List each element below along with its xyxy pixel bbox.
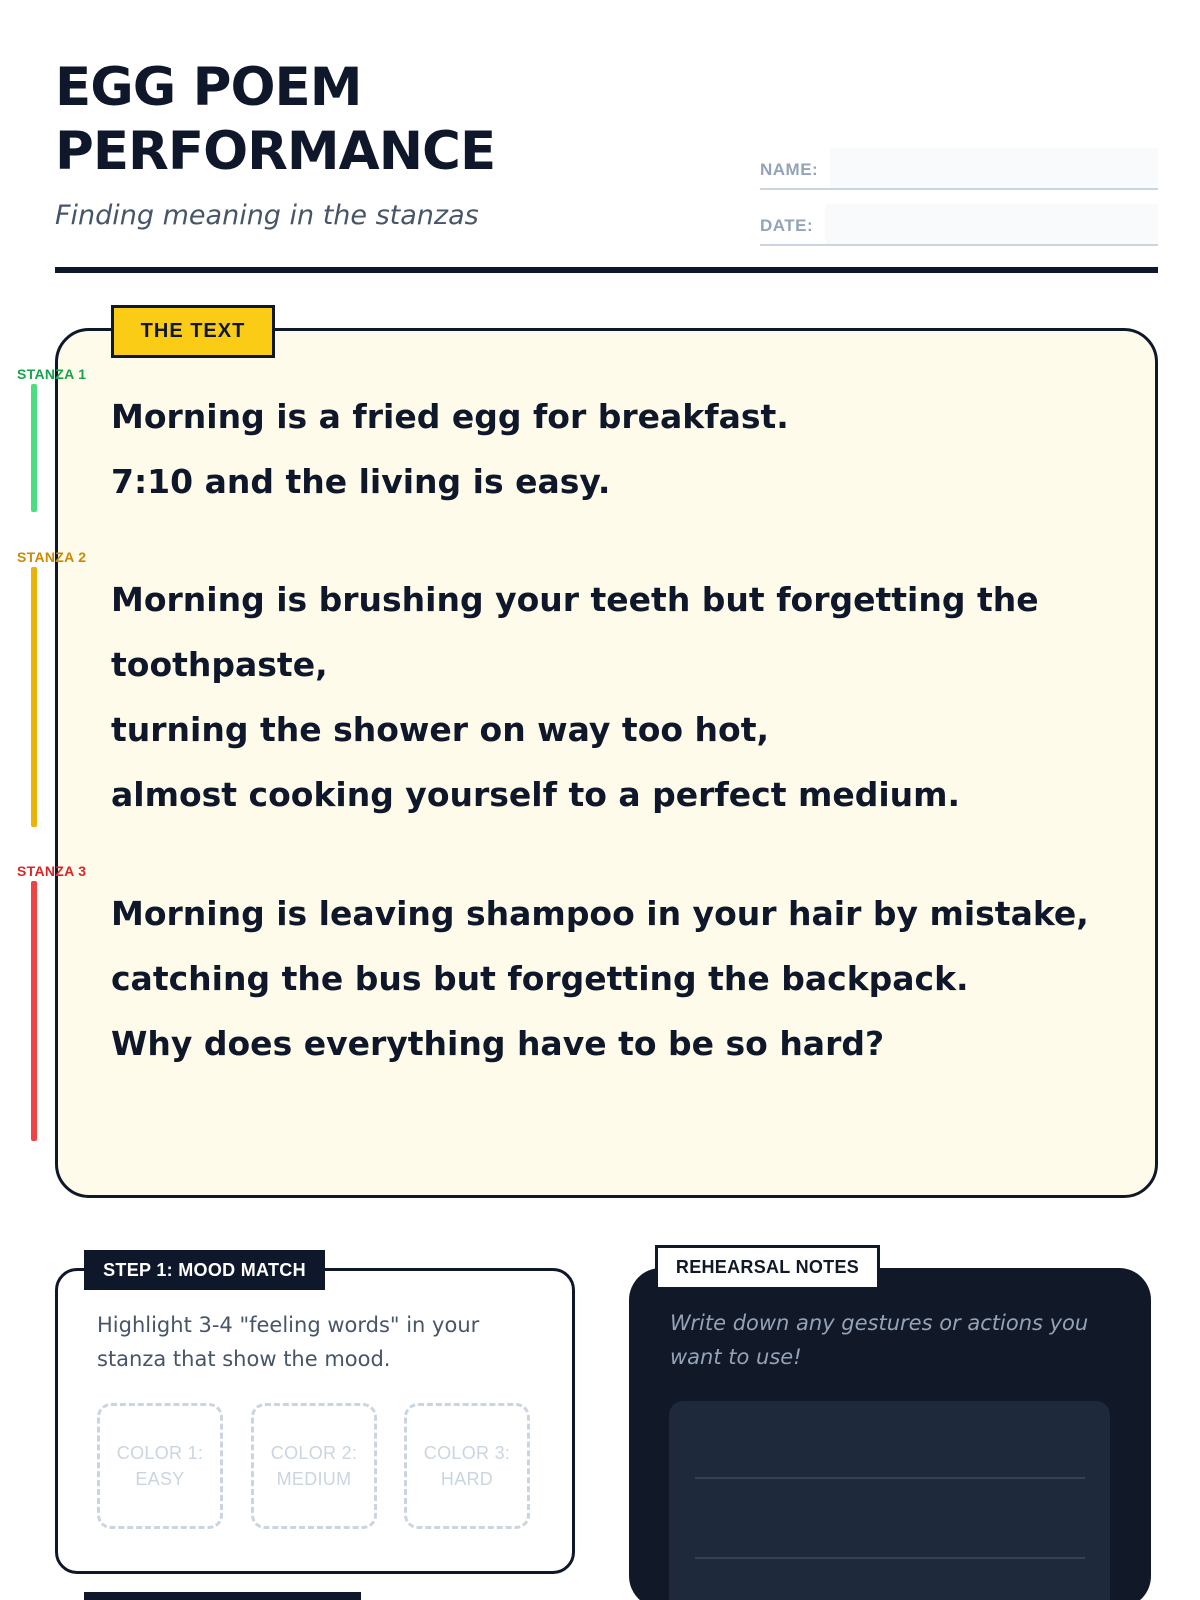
date-label: DATE: bbox=[760, 216, 814, 235]
date-row bbox=[760, 202, 1158, 246]
stanza-1-label: STANZA 1 bbox=[17, 366, 87, 382]
rehearsal-notes-area[interactable] bbox=[669, 1401, 1110, 1600]
mood-match-tab: STEP 1: MOOD MATCH bbox=[84, 1250, 325, 1290]
page-subtitle: Finding meaning in the stanzas bbox=[55, 200, 479, 231]
stanza-2 bbox=[111, 567, 1121, 827]
poem-line: 7:10 and the living is easy. bbox=[111, 462, 611, 501]
date-field[interactable] bbox=[825, 204, 1158, 244]
title-line-1: EGG POEM bbox=[55, 57, 362, 118]
poem-line: Morning is brushing your teeth but forgetting the toothpaste, bbox=[111, 580, 1039, 684]
poem-line: turning the shower on way too hot, bbox=[111, 710, 770, 749]
student-info bbox=[760, 146, 1158, 258]
poem-line: Why does everything have to be so hard? bbox=[111, 1024, 885, 1063]
title-line-2: PERFORMANCE bbox=[55, 121, 496, 182]
worksheet-header bbox=[55, 56, 1158, 268]
stanza-3-label: STANZA 3 bbox=[17, 863, 87, 879]
next-section-tab bbox=[84, 1592, 361, 1600]
color-box-medium[interactable]: COLOR 2: MEDIUM bbox=[251, 1403, 377, 1529]
name-field[interactable] bbox=[830, 148, 1158, 188]
writing-line bbox=[695, 1477, 1085, 1479]
stanza-3 bbox=[111, 881, 1121, 1076]
writing-line bbox=[695, 1557, 1085, 1559]
poem-line: catching the bus but forgetting the backpack. bbox=[111, 959, 969, 998]
rehearsal-notes-tab: REHEARSAL NOTES bbox=[655, 1245, 880, 1290]
the-text-tab: THE TEXT bbox=[111, 305, 275, 358]
mood-match-instructions: Highlight 3-4 "feeling words" in your stanza that show the mood. bbox=[97, 1313, 480, 1371]
stanza-1-bar bbox=[31, 384, 37, 512]
rehearsal-notes-instructions: Write down any gestures or actions you want to use! bbox=[670, 1311, 1089, 1369]
stanza-2-bar bbox=[31, 567, 37, 827]
name-label: NAME: bbox=[760, 160, 819, 179]
poem-line: Morning is a fried egg for breakfast. bbox=[111, 397, 789, 436]
name-row bbox=[760, 146, 1158, 190]
poem-line: almost cooking yourself to a perfect medium. bbox=[111, 775, 961, 814]
stanza-2-label: STANZA 2 bbox=[17, 549, 87, 565]
color-box-easy[interactable]: COLOR 1: EASY bbox=[97, 1403, 223, 1529]
poem-line: Morning is leaving shampoo in your hair by mistake, bbox=[111, 894, 1089, 933]
stanza-1 bbox=[111, 384, 1121, 514]
header-divider bbox=[55, 267, 1158, 273]
color-box-hard[interactable]: COLOR 3: HARD bbox=[404, 1403, 530, 1529]
stanza-3-bar bbox=[31, 881, 37, 1141]
